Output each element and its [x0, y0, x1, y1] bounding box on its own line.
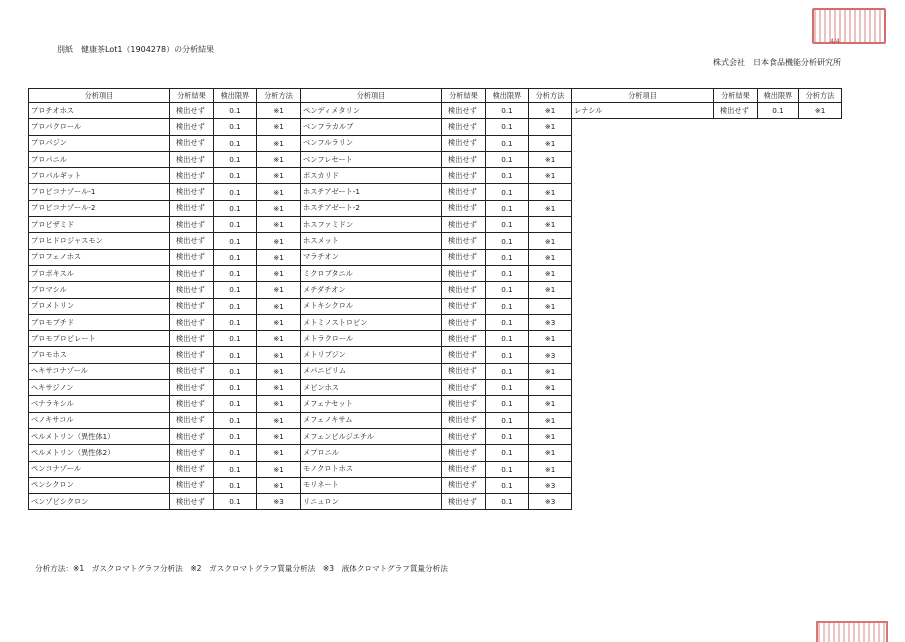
limit-cell: 0.1 [214, 168, 257, 184]
method-cell: ※1 [257, 314, 301, 330]
limit-cell: 0.1 [214, 151, 257, 167]
result-cell: 検出せず [170, 119, 214, 135]
item-name: ブロモホス [29, 347, 170, 363]
item-name: メトリブジン [301, 347, 442, 363]
item-name: ペルメトリン（異性体2） [29, 445, 170, 461]
table-row [29, 412, 301, 428]
item-name: プロピコナゾール-2 [29, 200, 170, 216]
item-name: ペンシクロン [29, 477, 170, 493]
method-cell: ※1 [257, 249, 301, 265]
item-name: マラチオン [301, 249, 442, 265]
table-row [301, 200, 572, 216]
item-name: メビンホス [301, 380, 442, 396]
limit-cell: 0.1 [486, 331, 529, 347]
limit-cell: 0.1 [486, 380, 529, 396]
limit-cell: 0.1 [486, 282, 529, 298]
item-name: プロポキスル [29, 265, 170, 281]
table-row [301, 249, 572, 265]
page-number: 4/4 [830, 38, 840, 45]
item-name: ベナラキシル [29, 396, 170, 412]
limit-cell: 0.1 [486, 168, 529, 184]
header-limit: 検出限界 [486, 89, 529, 103]
header-method: 分析方法 [529, 89, 572, 103]
table-row [29, 331, 301, 347]
limit-cell: 0.1 [486, 428, 529, 444]
limit-cell: 0.1 [214, 282, 257, 298]
method-cell: ※1 [529, 363, 572, 379]
limit-cell: 0.1 [214, 396, 257, 412]
header-limit: 検出限界 [758, 89, 799, 103]
item-name: ペルメトリン（異性体1） [29, 428, 170, 444]
method-cell: ※1 [529, 265, 572, 281]
method-cell: ※1 [257, 233, 301, 249]
result-cell: 検出せず [442, 298, 486, 314]
item-name: モノクロトホス [301, 461, 442, 477]
result-cell: 検出せず [442, 380, 486, 396]
item-name: プロヒドロジャスモン [29, 233, 170, 249]
item-name: ホスメット [301, 233, 442, 249]
method-cell: ※1 [257, 461, 301, 477]
table-row [29, 314, 301, 330]
limit-cell: 0.1 [486, 461, 529, 477]
limit-cell: 0.1 [486, 233, 529, 249]
table-row [301, 461, 572, 477]
limit-cell: 0.1 [486, 151, 529, 167]
method-cell: ※1 [529, 249, 572, 265]
result-cell: 検出せず [442, 494, 486, 510]
method-cell: ※1 [257, 103, 301, 119]
table-row [29, 233, 301, 249]
item-name: ヘキサコナゾール [29, 363, 170, 379]
limit-cell: 0.1 [486, 363, 529, 379]
result-cell: 検出せず [170, 461, 214, 477]
item-name: ブロマシル [29, 282, 170, 298]
method-cell: ※1 [257, 412, 301, 428]
method-cell: ※1 [529, 200, 572, 216]
table-row [301, 412, 572, 428]
limit-cell: 0.1 [758, 103, 799, 119]
result-cell: 検出せず [170, 396, 214, 412]
table-row [29, 363, 301, 379]
result-cell: 検出せず [442, 412, 486, 428]
result-cell: 検出せず [170, 103, 214, 119]
limit-cell: 0.1 [214, 135, 257, 151]
limit-cell: 0.1 [214, 217, 257, 233]
result-cell: 検出せず [170, 265, 214, 281]
table-row [29, 135, 301, 151]
table-row [301, 282, 572, 298]
result-cell: 検出せず [442, 428, 486, 444]
item-name: プロメトリン [29, 298, 170, 314]
result-cell: 検出せず [170, 217, 214, 233]
item-name: ブロモプロピレート [29, 331, 170, 347]
table-row [301, 428, 572, 444]
result-cell: 検出せず [442, 363, 486, 379]
limit-cell: 0.1 [214, 265, 257, 281]
method-cell: ※3 [529, 314, 572, 330]
method-cell: ※1 [529, 168, 572, 184]
table-row [29, 265, 301, 281]
table-row [301, 445, 572, 461]
item-name: ボスカリド [301, 168, 442, 184]
method-cell: ※1 [529, 380, 572, 396]
table-row [301, 135, 572, 151]
results-table-3 [571, 88, 842, 119]
item-name: ベンフレセート [301, 151, 442, 167]
table-row [29, 380, 301, 396]
method-cell: ※1 [257, 168, 301, 184]
item-name: ペンコナゾール [29, 461, 170, 477]
method-cell: ※1 [529, 233, 572, 249]
table-row [301, 396, 572, 412]
method-cell: ※1 [257, 428, 301, 444]
method-cell: ※1 [529, 461, 572, 477]
item-name: プロパジン [29, 135, 170, 151]
limit-cell: 0.1 [214, 445, 257, 461]
method-cell: ※1 [257, 119, 301, 135]
method-cell: ※1 [257, 282, 301, 298]
method-cell: ※1 [257, 380, 301, 396]
limit-cell: 0.1 [486, 119, 529, 135]
limit-cell: 0.1 [214, 363, 257, 379]
item-name: ブロモブチド [29, 314, 170, 330]
item-name: ホスチアゼート-1 [301, 184, 442, 200]
result-cell: 検出せず [170, 298, 214, 314]
limit-cell: 0.1 [486, 184, 529, 200]
stamp-seal-top [812, 8, 886, 44]
table-row [572, 103, 842, 119]
header-item: 分析項目 [29, 89, 170, 103]
table-row [301, 331, 572, 347]
method-cell: ※1 [257, 151, 301, 167]
table-row [29, 168, 301, 184]
result-cell: 検出せず [170, 233, 214, 249]
method-cell: ※1 [529, 282, 572, 298]
limit-cell: 0.1 [214, 494, 257, 510]
result-cell: 検出せず [170, 151, 214, 167]
result-cell: 検出せず [442, 103, 486, 119]
item-name: メフェナセット [301, 396, 442, 412]
method-cell: ※1 [529, 445, 572, 461]
method-cell: ※1 [529, 396, 572, 412]
result-cell: 検出せず [442, 233, 486, 249]
table-row [29, 347, 301, 363]
result-cell: 検出せず [170, 168, 214, 184]
header-item: 分析項目 [301, 89, 442, 103]
result-cell: 検出せず [170, 363, 214, 379]
item-name: メプロニル [301, 445, 442, 461]
item-name: ホスファミドン [301, 217, 442, 233]
table-row [29, 249, 301, 265]
result-cell: 検出せず [442, 119, 486, 135]
table-row [301, 380, 572, 396]
method-cell: ※1 [529, 119, 572, 135]
result-cell: 検出せず [442, 282, 486, 298]
result-cell: 検出せず [442, 217, 486, 233]
limit-cell: 0.1 [486, 135, 529, 151]
limit-cell: 0.1 [214, 184, 257, 200]
result-cell: 検出せず [170, 428, 214, 444]
header-item: 分析項目 [572, 89, 714, 103]
method-cell: ※1 [529, 135, 572, 151]
header-method: 分析方法 [257, 89, 301, 103]
method-cell: ※1 [257, 347, 301, 363]
limit-cell: 0.1 [214, 249, 257, 265]
result-cell: 検出せず [442, 331, 486, 347]
result-cell: 検出せず [170, 184, 214, 200]
table-row [301, 347, 572, 363]
limit-cell: 0.1 [214, 314, 257, 330]
item-name: プロピザミド [29, 217, 170, 233]
item-name: ベンフラカルブ [301, 119, 442, 135]
limit-cell: 0.1 [214, 428, 257, 444]
result-cell: 検出せず [170, 200, 214, 216]
result-cell: 検出せず [714, 103, 758, 119]
method-cell: ※1 [257, 217, 301, 233]
item-name: レナシル [572, 103, 714, 119]
method-cell: ※1 [529, 428, 572, 444]
method-cell: ※1 [529, 298, 572, 314]
table-row [301, 217, 572, 233]
method-cell: ※1 [529, 412, 572, 428]
header-result: 分析結果 [170, 89, 214, 103]
results-table-1 [28, 88, 301, 510]
item-name: プロフェノホス [29, 249, 170, 265]
method-cell: ※1 [257, 363, 301, 379]
method-cell: ※1 [257, 477, 301, 493]
limit-cell: 0.1 [486, 396, 529, 412]
method-cell: ※1 [529, 151, 572, 167]
table-row [29, 217, 301, 233]
document-title: 別紙 健康茶Lot1（1904278）の分析結果 [57, 45, 215, 54]
table-row [29, 103, 301, 119]
limit-cell: 0.1 [214, 119, 257, 135]
result-cell: 検出せず [170, 282, 214, 298]
table-row [29, 282, 301, 298]
company-name: 株式会社 日本食品機能分析研究所 [713, 58, 841, 67]
table-row [29, 445, 301, 461]
item-name: メパニピリム [301, 363, 442, 379]
header-result: 分析結果 [442, 89, 486, 103]
result-cell: 検出せず [170, 445, 214, 461]
table-row [301, 184, 572, 200]
table-row [29, 184, 301, 200]
limit-cell: 0.1 [214, 477, 257, 493]
limit-cell: 0.1 [486, 412, 529, 428]
result-cell: 検出せず [442, 151, 486, 167]
item-name: プロパニル [29, 151, 170, 167]
header-method: 分析方法 [799, 89, 842, 103]
limit-cell: 0.1 [486, 217, 529, 233]
result-cell: 検出せず [442, 314, 486, 330]
item-name: ペンディメタリン [301, 103, 442, 119]
item-name: プロピコナゾール-1 [29, 184, 170, 200]
header-result: 分析結果 [714, 89, 758, 103]
result-cell: 検出せず [442, 461, 486, 477]
item-name: ベンゾビシクロン [29, 494, 170, 510]
table-row [29, 396, 301, 412]
limit-cell: 0.1 [486, 265, 529, 281]
table-row [29, 461, 301, 477]
method-cell: ※1 [799, 103, 842, 119]
table-row [29, 494, 301, 510]
item-name: ベノキサコル [29, 412, 170, 428]
limit-cell: 0.1 [486, 103, 529, 119]
result-cell: 検出せず [170, 494, 214, 510]
item-name: モリネート [301, 477, 442, 493]
table-row [301, 477, 572, 493]
limit-cell: 0.1 [486, 347, 529, 363]
limit-cell: 0.1 [486, 314, 529, 330]
result-cell: 検出せず [170, 135, 214, 151]
item-name: ベンフルラリン [301, 135, 442, 151]
limit-cell: 0.1 [214, 347, 257, 363]
limit-cell: 0.1 [486, 249, 529, 265]
result-cell: 検出せず [442, 396, 486, 412]
item-name: ホスチアゼート-2 [301, 200, 442, 216]
result-cell: 検出せず [170, 477, 214, 493]
limit-cell: 0.1 [486, 298, 529, 314]
method-cell: ※1 [529, 184, 572, 200]
result-cell: 検出せず [170, 249, 214, 265]
limit-cell: 0.1 [214, 103, 257, 119]
table-row [301, 494, 572, 510]
result-cell: 検出せず [170, 331, 214, 347]
method-cell: ※1 [529, 103, 572, 119]
table-row [29, 151, 301, 167]
table-row [29, 119, 301, 135]
method-cell: ※3 [257, 494, 301, 510]
method-cell: ※1 [257, 135, 301, 151]
table-row [301, 103, 572, 119]
limit-cell: 0.1 [214, 200, 257, 216]
item-name: ミクロブタニル [301, 265, 442, 281]
table-row [301, 298, 572, 314]
item-name: メチダチオン [301, 282, 442, 298]
table-row [29, 477, 301, 493]
result-cell: 検出せず [442, 477, 486, 493]
item-name: リニュロン [301, 494, 442, 510]
table-row [301, 233, 572, 249]
limit-cell: 0.1 [214, 233, 257, 249]
method-legend: 分析方法：※1 ガスクロマトグラフ分析法 ※2 ガスクロマトグラフ質量分析法 ※3 液体クロマトグラフ質量分析法 [35, 564, 448, 573]
table-row [29, 200, 301, 216]
result-cell: 検出せず [442, 265, 486, 281]
result-cell: 検出せず [442, 249, 486, 265]
method-cell: ※1 [257, 184, 301, 200]
item-name: プロチオホス [29, 103, 170, 119]
table-row [29, 428, 301, 444]
limit-cell: 0.1 [214, 380, 257, 396]
limit-cell: 0.1 [214, 298, 257, 314]
item-name: メフェンピルジエチル [301, 428, 442, 444]
result-cell: 検出せず [442, 445, 486, 461]
limit-cell: 0.1 [486, 445, 529, 461]
method-cell: ※3 [529, 477, 572, 493]
method-cell: ※1 [257, 200, 301, 216]
table-row [301, 119, 572, 135]
limit-cell: 0.1 [214, 412, 257, 428]
method-cell: ※1 [257, 445, 301, 461]
method-cell: ※1 [529, 331, 572, 347]
item-name: プロパルギット [29, 168, 170, 184]
method-cell: ※1 [529, 217, 572, 233]
result-cell: 検出せず [442, 168, 486, 184]
result-cell: 検出せず [442, 184, 486, 200]
result-cell: 検出せず [170, 380, 214, 396]
result-cell: 検出せず [442, 135, 486, 151]
item-name: メフェノキサム [301, 412, 442, 428]
limit-cell: 0.1 [486, 494, 529, 510]
item-name: プロパクロール [29, 119, 170, 135]
header-limit: 検出限界 [214, 89, 257, 103]
table-row [29, 298, 301, 314]
method-cell: ※1 [257, 396, 301, 412]
table-row [301, 168, 572, 184]
result-cell: 検出せず [170, 347, 214, 363]
table-row [301, 314, 572, 330]
stamp-seal-bottom [816, 621, 888, 642]
results-table-2 [300, 88, 572, 510]
result-cell: 検出せず [170, 314, 214, 330]
method-cell: ※3 [529, 347, 572, 363]
limit-cell: 0.1 [486, 477, 529, 493]
table-row [301, 363, 572, 379]
limit-cell: 0.1 [214, 461, 257, 477]
limit-cell: 0.1 [486, 200, 529, 216]
result-cell: 検出せず [442, 347, 486, 363]
item-name: メトキシクロル [301, 298, 442, 314]
method-cell: ※1 [257, 298, 301, 314]
item-name: ヘキサジノン [29, 380, 170, 396]
limit-cell: 0.1 [214, 331, 257, 347]
result-cell: 検出せず [442, 200, 486, 216]
result-cell: 検出せず [170, 412, 214, 428]
item-name: メトラクロール [301, 331, 442, 347]
table-row [301, 265, 572, 281]
table-row [301, 151, 572, 167]
method-cell: ※1 [257, 265, 301, 281]
method-cell: ※1 [257, 331, 301, 347]
method-cell: ※3 [529, 494, 572, 510]
item-name: メトミノストロビン [301, 314, 442, 330]
